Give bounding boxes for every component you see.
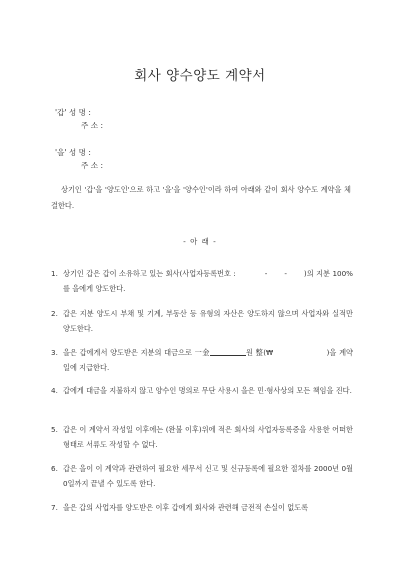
- document-title: 회사 양수양도 계약서: [134, 68, 266, 84]
- clause-7: [51, 500, 353, 515]
- clause-number: 6.: [51, 464, 58, 473]
- party-a-name-label: '갑' 성 명 :: [55, 108, 91, 117]
- clause-text: 을은 갑의 사업자를 양도받은 이후 갑에게 회사와 관련해 금전적 손실이 없도록: [63, 503, 309, 512]
- clause-1: [51, 266, 353, 296]
- party-b-block: [55, 146, 103, 172]
- clause-text: 상기인 갑은 갑이 소유하고 있는 회사(사업자등록번호 :: [63, 269, 236, 278]
- clause-number: 5.: [51, 425, 58, 434]
- clause-text: 갑은 이 계약서 작성일 이후에는 (완불 이후)위에 적은 회사의 사업자등록증을 사용한 어떠한 형태로 서류도 작성할 수 없다.: [63, 425, 353, 449]
- clause-text: )을 계약일에 지급한다.: [63, 348, 353, 372]
- party-b-address-label: 주 소 :: [81, 161, 104, 170]
- clause-text: -: [284, 269, 287, 278]
- clause-number: 7.: [51, 503, 58, 512]
- clause-5: [51, 422, 353, 452]
- intro-paragraph: 상기인 '갑'을 '양도인'으로 하고 '을'을 '양수인'이라 하여 아래와 같이 회사 양수도 계약을 체결한다.: [51, 185, 351, 210]
- clause-3: [51, 345, 353, 375]
- clause-number: 2.: [51, 309, 58, 318]
- clause-4: [51, 383, 353, 398]
- clause-text: 갑은 지분 양도시 부채 및 기계, 부동산 등 유형의 자산은 양도하지 않으며 사업자와 실적만 양도한다.: [63, 309, 353, 333]
- clause-text: )의 지분 100%를 을에게 양도한다.: [63, 269, 354, 293]
- party-a-address-label: 주 소 :: [81, 121, 104, 130]
- party-a-block: [55, 106, 103, 132]
- clause-2: [51, 306, 353, 336]
- amount-blank: [210, 347, 246, 356]
- clause-number: 3.: [51, 348, 58, 357]
- clause-text: 을은 갑에게서 양도받은 지분의 대금으로 一金: [63, 348, 210, 357]
- clause-text: 갑은 을이 이 계약과 관련하여 필요한 세무서 신고 및 신규등록에 필요한 절차를 2000년 0월 0일까지 끝낼 수 있도록 한다.: [63, 464, 353, 488]
- clause-text: 원 整(₩: [245, 348, 274, 357]
- clause-number: 1.: [51, 269, 58, 278]
- clause-number: 4.: [51, 386, 58, 395]
- clause-text: 갑에게 대금을 지불하지 않고 양수인 명의로 무단 사용시 을은 민·형사상의 모든 책임을 진다.: [63, 386, 352, 395]
- clause-text: -: [264, 269, 268, 278]
- clause-6: [51, 461, 353, 491]
- section-heading: - 아 래 -: [183, 237, 217, 246]
- party-b-name-label: '을' 성 명 :: [55, 148, 91, 157]
